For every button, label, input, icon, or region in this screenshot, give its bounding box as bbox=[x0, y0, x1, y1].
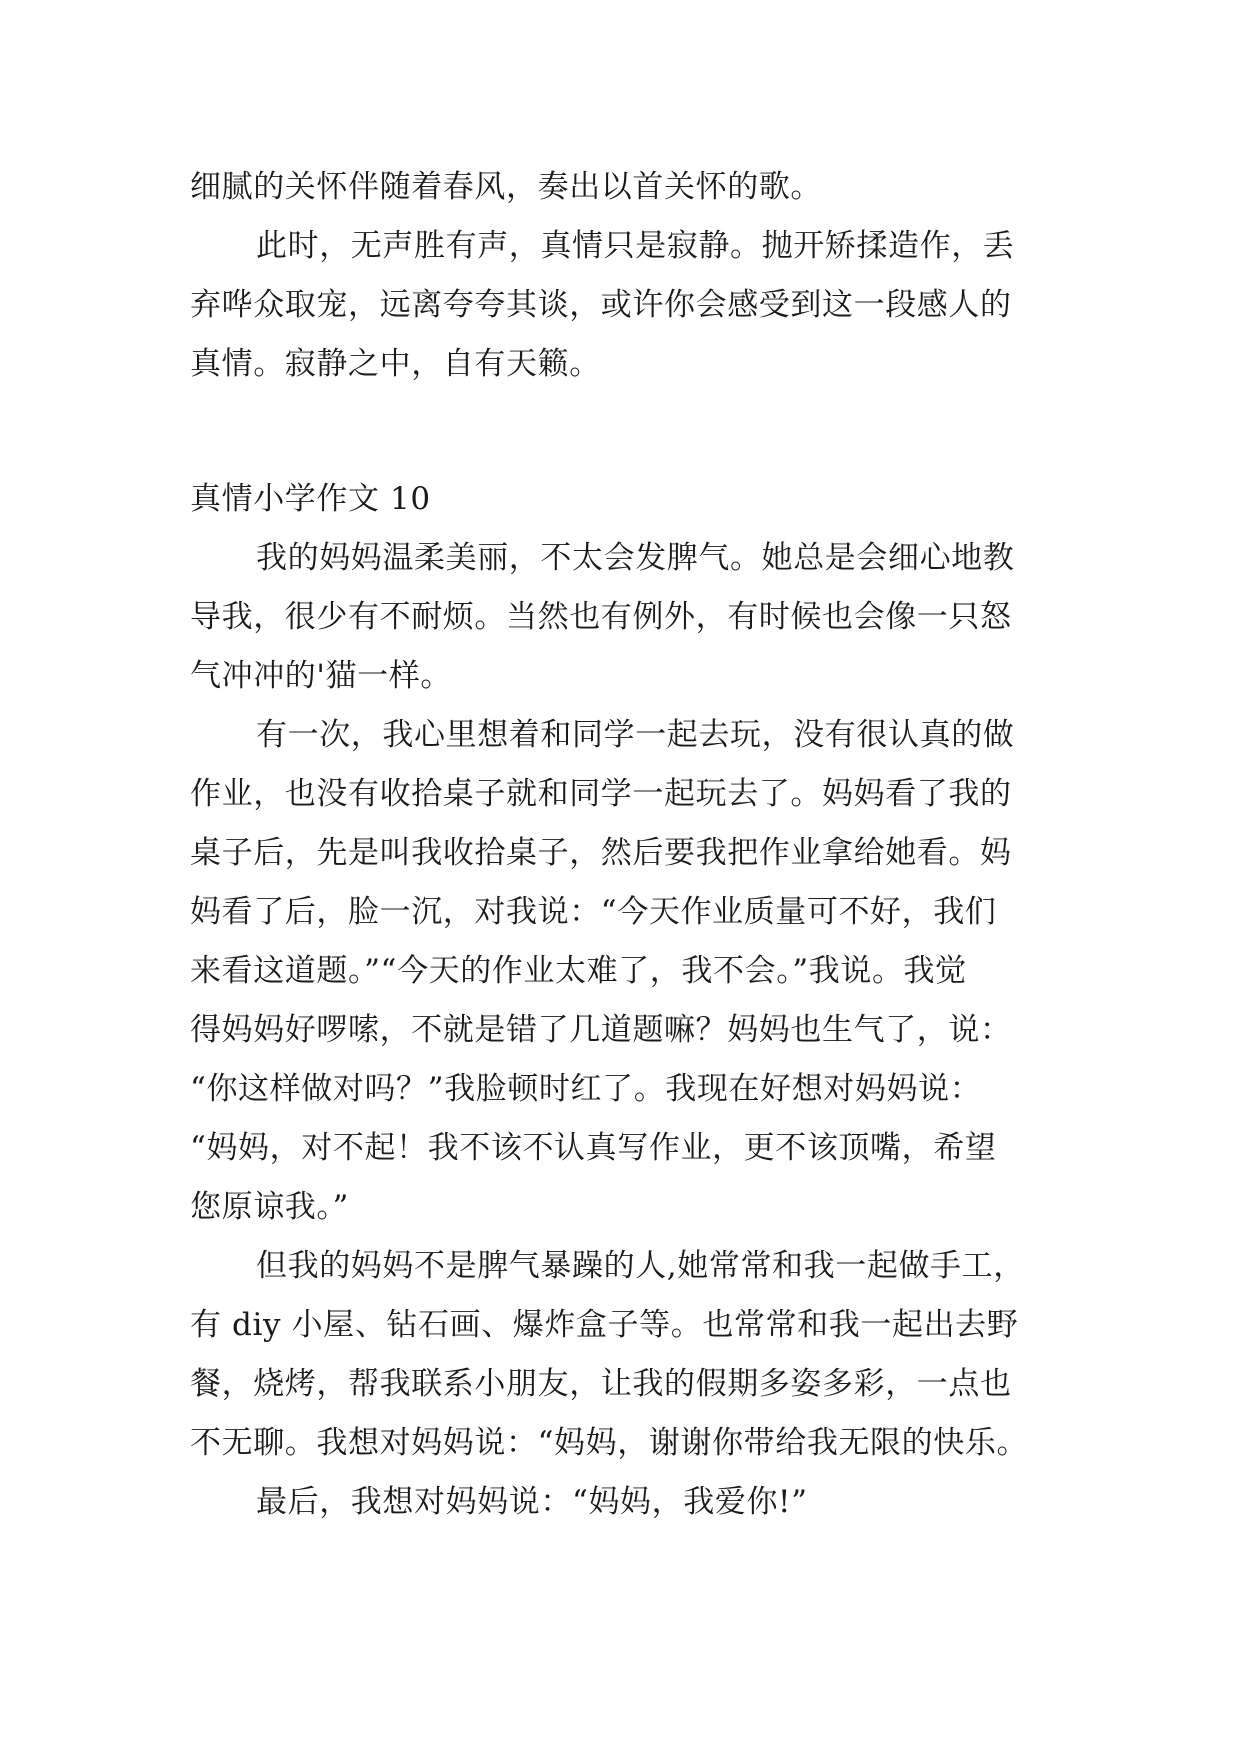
paragraph-line: 桌子后，先是叫我收拾桌子，然后要我把作业拿给她看。妈 bbox=[190, 835, 1012, 871]
paragraph-line: 有 diy 小屋、钻石画、爆炸盒子等。也常常和我一起出去野 bbox=[190, 1307, 1019, 1343]
paragraph-line: 有一次，我心里想着和同学一起去玩，没有很认真的做 bbox=[256, 717, 1015, 753]
paragraph-line: “妈妈，对不起！我不该不认真写作业，更不该顶嘴，希望 bbox=[190, 1130, 997, 1166]
document-body bbox=[190, 158, 1060, 1532]
paragraph-line: 但我的妈妈不是脾气暴躁的人,她常常和我一起做手工， bbox=[256, 1248, 1025, 1284]
paragraph-line: 您原谅我。” bbox=[190, 1189, 349, 1225]
paragraph-line: 真情。寂静之中，自有天籁。 bbox=[190, 346, 601, 382]
section-heading: 真情小学作文 10 bbox=[190, 481, 431, 517]
paragraph-line: 最后，我想对妈妈说：“妈妈，我爱你!” bbox=[256, 1484, 808, 1520]
paragraph-line: 此时，无声胜有声，真情只是寂静。抛开矫揉造作，丢 bbox=[256, 228, 1015, 264]
section-spacer bbox=[190, 394, 1060, 470]
paragraph-line: 我的妈妈温柔美丽，不太会发脾气。她总是会细心地教 bbox=[256, 540, 1015, 576]
paragraph-line: 妈看了后，脸一沉，对我说：“今天作业质量可不好，我们 bbox=[190, 894, 997, 930]
paragraph-line: 细腻的关怀伴随着春风，奏出以首关怀的歌。 bbox=[190, 169, 822, 205]
paragraph-line: 气冲冲的'猫一样。 bbox=[190, 658, 452, 694]
paragraph-line: 来看这道题。”“今天的作业太难了，我不会。”我说。我觉 bbox=[190, 953, 967, 989]
paragraph-line: “你这样做对吗？”我脸顿时红了。我现在好想对妈妈说： bbox=[190, 1071, 982, 1107]
paragraph-line: 导我，很少有不耐烦。当然也有例外，有时候也会像一只怒 bbox=[190, 599, 1012, 635]
paragraph-line: 得妈妈好啰嗦，不就是错了几道题嘛？妈妈也生气了，说： bbox=[190, 1012, 1012, 1048]
paragraph-line: 不无聊。我想对妈妈说：“妈妈，谢谢你带给我无限的快乐。 bbox=[190, 1425, 1029, 1461]
paragraph-line: 弃哗众取宠，远离夸夸其谈，或许你会感受到这一段感人的 bbox=[190, 287, 1012, 323]
paragraph-line: 餐，烧烤，帮我联系小朋友，让我的假期多姿多彩，一点也 bbox=[190, 1366, 1012, 1402]
paragraph-line: 作业，也没有收拾桌子就和同学一起玩去了。妈妈看了我的 bbox=[190, 776, 1012, 812]
